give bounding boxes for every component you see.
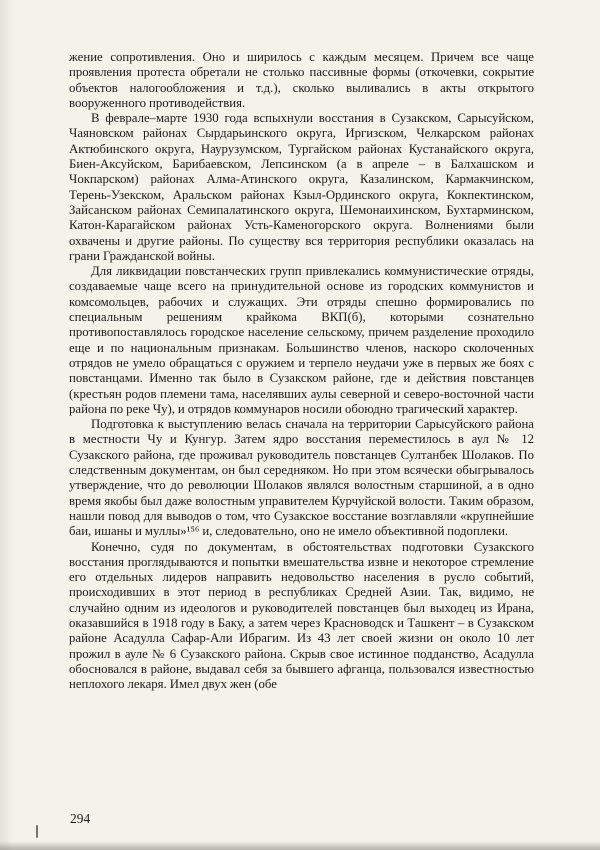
page-text-block: [69, 50, 534, 692]
paragraph: Конечно, судя по документам, в обстоятельствах подготовки Сузакского восстания проглядываются и попытки вмешательства извне и некоторое стремление его отдельных лидеров направить недовольство населения в русло событий, происходивших в этот период в республиках Средней Азии. Так, видимо, не случайно одним из идеологов и руководителей повстанцев был выходец из Ирана, оказавшийся в 1918 году в Баку, а затем через Красноводск и Ташкент – в Сузакском районе Асадулла Сафар-Али Ибрагим. Из 43 лет своей жизни он около 10 лет прожил в ауле № 6 Сузакского района. Скрыв свое истинное подданство, Асадулла обосновался в районе, выдавал себя за бывшего афганца, пользовался известностью неплохого лекаря. Имел двух жен (обе: [69, 539, 534, 692]
paragraph: Подготовка к выступлению велась сначала на территории Сарысуйского района в местности Чу и Кунгур. Затем ядро восстания переместилось в аул № 12 Сузакского района, где проживал руководитель повстанцев Султанбек Шолаков. По следственным документам, он был середняком. Но при этом всячески обыгрывалось утверждение, что до революции Шолаков являлся волостным старшиной, а в одно время якобы был даже волостным управителем Курчуйской волости. Таким образом, нашли повод для выводов о том, что Сузакское восстание возглавляли «крупнейшие баи, ишаны и муллы»¹⁵⁶ и, следовательно, оно не имело объективной подоплеки.: [69, 417, 534, 539]
paragraph: В феврале–марте 1930 года вспыхнули восстания в Сузакском, Сарысуйском, Чаяновском районах Сырдарьинского округа, Иргизском, Челкарском районах Актюбинского округа, Наурузумском, Тургайском районах Кустанайского округа, Биен-Аксуйском, Барибаевском, Лепсинском (а в апреле – в Балхашском и Чокпарском) районах Алма-Атинского округа, Казалинском, Кармакчинском, Терень-Узекском, Аральском районах Кзыл-Ординского округа, Кокпектинском, Зайсанском районах Семипалатинского округа, Шемонаихинском, Бухтарминском, Катон-Карагайском районах Усть-Каменогорского округа. Волнениями были охвачены и другие районы. По существу вся территория республики оказалась на грани Гражданской войны.: [69, 111, 534, 263]
scan-artifact-mark: [36, 825, 38, 838]
page-number: 294: [70, 811, 91, 826]
paragraph: Для ликвидации повстанческих групп привлекались коммунистические отряды, создаваемые чаще всего на принудительной основе из городских коммунистов и комсомольцев, рабочих и служащих. Эти отряды спешно формировались по специальным решениям крайкома ВКП(б), которыми сознательно противопоставлялось городское население сельскому, причем разделение проходило еще и по национальным признакам. Большинство членов, наскоро сколоченных отрядов не умело обращаться с оружием и терпело неудачи уже в первых же боях с повстанцами. Именно так было в Сузакском районе, где и действия повстанцев (крестьян родов племени тама, населявших аулы северной и северо-восточной части района по реке Чу), и отрядов коммунаров носили обоюдно трагический характер.: [69, 264, 534, 416]
paragraph-continuation: жение сопротивления. Оно и ширилось с каждым месяцем. Причем все чаще проявления протеста обретали не столько пассивные формы (откочевки, сокрытие объектов налогообложения и т.д.), сколько выливались в акты открытого вооруженного противодействия.: [69, 50, 534, 110]
